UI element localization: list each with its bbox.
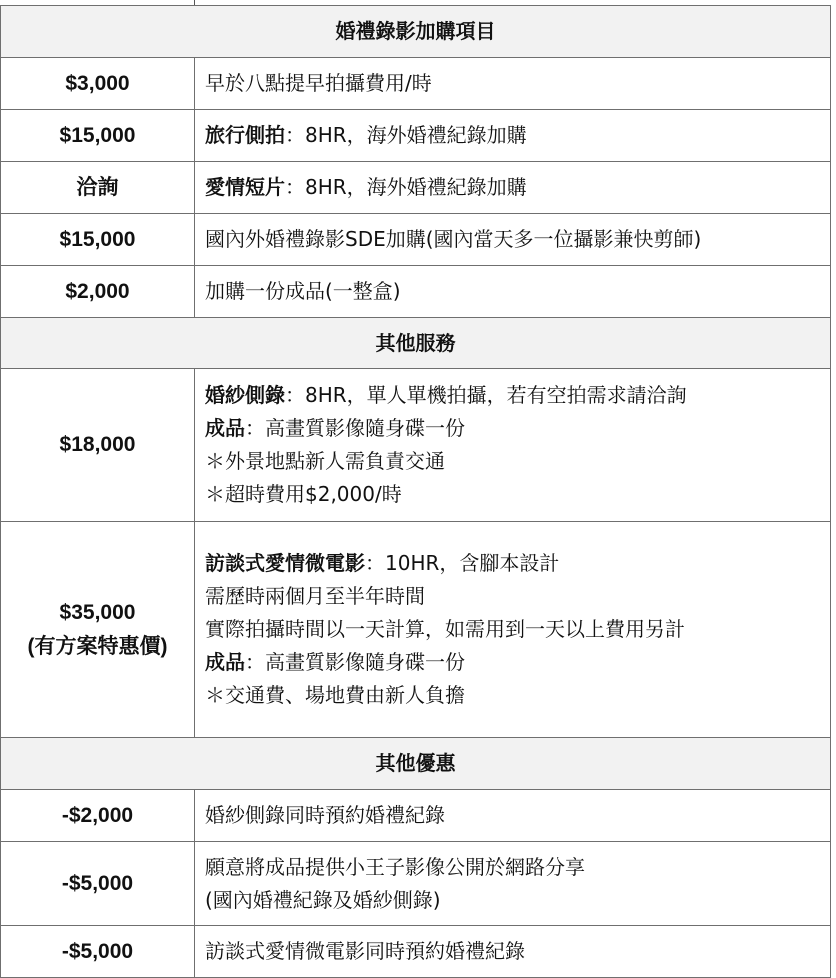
description-line: 需歷時兩個月至半年時間 [205,584,425,608]
item-text: ：8HR，單人單機拍攝，若有空拍需求請洽詢 [285,383,687,407]
price-cell: $15,000 [1,110,195,162]
description-line [205,547,826,580]
description-cell [195,369,831,522]
section-title-addons: 婚禮錄影加購項目 [1,6,831,58]
price-cell: $3,000 [1,58,195,110]
item-label: 旅行側拍 [205,123,285,147]
item-text: ：10HR，含腳本設計 [365,551,560,575]
description-line: 願意將成品提供小王子影像公開於網路分享 [205,854,585,879]
description-line: ＊交通費、場地費由新人負擔 [205,683,465,707]
description-cell [195,842,831,926]
section-header-row-other-services [1,318,831,369]
description-line: ＊外景地點新人需負責交通 [205,449,445,473]
table-row [1,522,831,738]
description-cell: 訪談式愛情微電影同時預約婚禮紀錄 [195,926,831,978]
price-cell: -$2,000 [1,790,195,842]
item-text: ：高畫質影像隨身碟一份 [245,650,465,674]
description-line [205,379,826,412]
description-cell: 加購一份成品(一整盒) [195,266,831,318]
table-row [1,926,831,978]
price-cell: $2,000 [1,266,195,318]
price-cell [1,522,195,738]
section-title-discounts: 其他優惠 [1,738,831,790]
description-cell: 國內外婚禮錄影SDE加購(國內當天多一位攝影兼快剪師) [195,214,831,266]
item-label: 愛情短片 [205,175,285,199]
description-cell [195,110,831,162]
table-row [1,214,831,266]
description-cell: 婚紗側錄同時預約婚禮紀錄 [195,790,831,842]
table-row [1,110,831,162]
description-line: ＊超時費用$2,000/時 [205,482,402,506]
table-row [1,58,831,110]
description-cell [195,522,831,738]
item-text: ：8HR，海外婚禮紀錄加購 [285,175,527,199]
description-line: 實際拍攝時間以一天計算，如需用到一天以上費用另計 [205,617,685,641]
item-text: ：8HR，海外婚禮紀錄加購 [285,123,527,147]
pricing-table [0,5,831,978]
table-row [1,266,831,318]
description-line [205,646,826,679]
item-label: 訪談式愛情微電影 [205,551,365,575]
table-row [1,369,831,522]
price-cell: 洽詢 [1,162,195,214]
price-value: $35,000 [59,600,136,624]
item-label: 成品 [205,416,245,440]
section-header-row-discounts [1,738,831,790]
item-label: 成品 [205,650,245,674]
table-row [1,162,831,214]
section-header-row-addons [1,6,831,58]
price-note: (有方案特惠價) [27,634,168,658]
description-line: (國內婚禮紀錄及婚紗側錄) [205,887,441,912]
price-cell: $15,000 [1,214,195,266]
description-line [205,412,826,445]
table-row [1,842,831,926]
price-cell: $18,000 [1,369,195,522]
item-label: 婚紗側錄 [205,383,285,407]
price-cell: -$5,000 [1,842,195,926]
description-cell: 早於八點提早拍攝費用/時 [195,58,831,110]
price-cell: -$5,000 [1,926,195,978]
section-title-other-services: 其他服務 [1,318,831,369]
item-text: ：高畫質影像隨身碟一份 [245,416,465,440]
description-cell [195,162,831,214]
table-row [1,790,831,842]
